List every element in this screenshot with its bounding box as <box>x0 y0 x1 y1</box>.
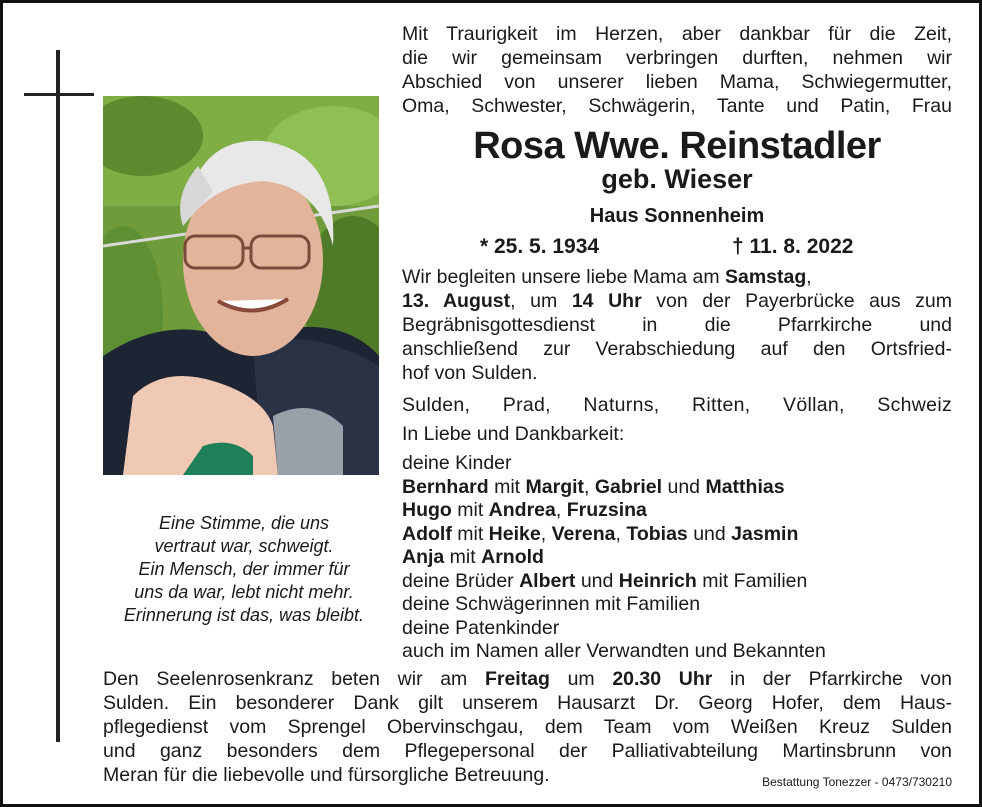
name-bold: Andrea <box>488 499 556 521</box>
name-bold: Heinrich <box>618 569 697 592</box>
funeral-line: hof von Sulden. <box>402 362 538 384</box>
text-span: mit <box>444 546 482 568</box>
quote-line: vertraut war, schweigt. <box>154 536 334 556</box>
family-item <box>402 523 952 547</box>
text-span: mit <box>451 499 489 521</box>
death-date: † 11. 8. 2022 <box>732 235 854 258</box>
funeral-line: Begräbnisgottesdienst in die Pfarrkirche und <box>402 314 952 336</box>
closing-line: pflegedienst vom Sprengel Obervinschgau, dem Team vom Weißen Kreuz Sulden <box>103 716 952 738</box>
text-span: von der Payerbrücke aus zum <box>641 290 952 312</box>
text-span: , <box>555 499 567 521</box>
text-span: , <box>540 522 552 545</box>
family-item <box>402 570 952 594</box>
text-span: Den Seelenrosenkranz beten wir am <box>103 668 485 690</box>
portrait-photo <box>103 96 379 475</box>
closing-line: und ganz besonders dem Pflegepersonal der Palliativabteilung Martinsbrunn von <box>103 740 952 762</box>
closing-line: Meran für die liebevolle und fürsorgliche Betreuung. <box>103 764 550 786</box>
text-span: mit <box>451 522 489 545</box>
family-item <box>402 546 952 570</box>
family-item: auch im Namen aller Verwandten und Bekannten <box>402 640 826 662</box>
name-bold: Adolf <box>402 522 452 545</box>
text-span: in der Pfarrkirche von <box>712 668 952 690</box>
intro-line: die wir gemeinsam verbringen durften, nehmen wir <box>402 47 952 69</box>
quote-line: uns da war, lebt nicht mehr. <box>134 582 354 602</box>
residence: Haus Sonnenheim <box>589 205 765 227</box>
closing-line: Sulden. Ein besonderer Dank gilt unserem Hausarzt Dr. Georg Hofer, dem Haus- <box>103 692 952 714</box>
closing-line <box>103 667 952 691</box>
text-span: um <box>549 668 613 690</box>
memorial-quote <box>96 512 392 627</box>
undertaker-credit: Bestattung Tonezzer - 0473/730210 <box>762 775 952 789</box>
name-bold: Gabriel <box>594 475 663 498</box>
name-bold: Anja <box>402 546 445 568</box>
name-bold: Verena <box>551 522 616 545</box>
name-bold: Arnold <box>481 546 544 568</box>
family-list <box>402 452 952 664</box>
text-span: , <box>615 522 627 545</box>
text-span: , um <box>510 290 572 312</box>
birth-name: geb. Wieser <box>601 164 753 194</box>
quote-line: Erinnerung ist das, was bleibt. <box>123 605 365 625</box>
deceased-name: Rosa Wwe. Reinstadler <box>473 125 881 167</box>
name-bold: Bernhard <box>402 475 489 498</box>
name-bold: Matthias <box>705 475 785 498</box>
name-bold: Jasmin <box>731 522 799 545</box>
text-span: und <box>575 569 619 592</box>
intro-text <box>402 22 952 118</box>
quote-line: Ein Mensch, der immer für <box>138 559 350 579</box>
cross-icon <box>56 50 60 742</box>
name-bold: Hugo <box>402 499 452 521</box>
day-highlight: Freitag <box>484 668 550 690</box>
intro-line: Mit Traurigkeit im Herzen, aber dankbar für die Zeit, <box>402 23 952 45</box>
family-item <box>402 499 952 523</box>
name-bold: Fruzsina <box>566 499 647 521</box>
family-item <box>402 476 952 500</box>
funeral-line: anschließend zur Verabschiedung auf den Ortsfried- <box>402 338 952 360</box>
text-span: , <box>806 266 812 288</box>
family-item: deine Kinder <box>402 452 512 474</box>
name-bold: Margit <box>525 475 585 498</box>
cross-icon-bar <box>24 93 94 96</box>
text-span: und <box>687 522 732 545</box>
time-highlight: 14 Uhr <box>571 290 642 312</box>
family-item: deine Patenkinder <box>402 616 560 639</box>
intro-line: Abschied von unserer lieben Mama, Schwiegermutter, <box>402 71 952 93</box>
family-item: deine Schwägerinnen mit Familien <box>402 593 701 615</box>
text-span: mit <box>488 475 526 498</box>
funeral-notice <box>402 265 952 385</box>
quote-line: Eine Stimme, die uns <box>158 513 330 533</box>
text-span: und <box>662 475 706 498</box>
love-line: In Liebe und Dankbarkeit: <box>402 423 625 445</box>
name-bold: Tobias <box>626 522 688 545</box>
closing-text <box>103 667 952 787</box>
places-line: Sulden, Prad, Naturns, Ritten, Völlan, Schweiz <box>402 394 952 416</box>
date-highlight: 13. August <box>402 290 511 312</box>
time-highlight: 20.30 Uhr <box>612 668 713 690</box>
text-span: , <box>584 475 595 498</box>
text-span: deine Brüder <box>402 569 520 592</box>
name-bold: Albert <box>519 569 576 592</box>
intro-line: Oma, Schwester, Schwägerin, Tante und Patin, Frau <box>402 95 952 117</box>
birth-date: * 25. 5. 1934 <box>480 235 600 258</box>
funeral-line <box>402 265 952 289</box>
text-span: Wir begleiten unsere liebe Mama am <box>402 266 725 288</box>
day-highlight: Samstag <box>724 266 807 288</box>
text-span: mit Familien <box>696 569 808 592</box>
funeral-line <box>402 289 952 313</box>
name-bold: Heike <box>488 522 541 545</box>
